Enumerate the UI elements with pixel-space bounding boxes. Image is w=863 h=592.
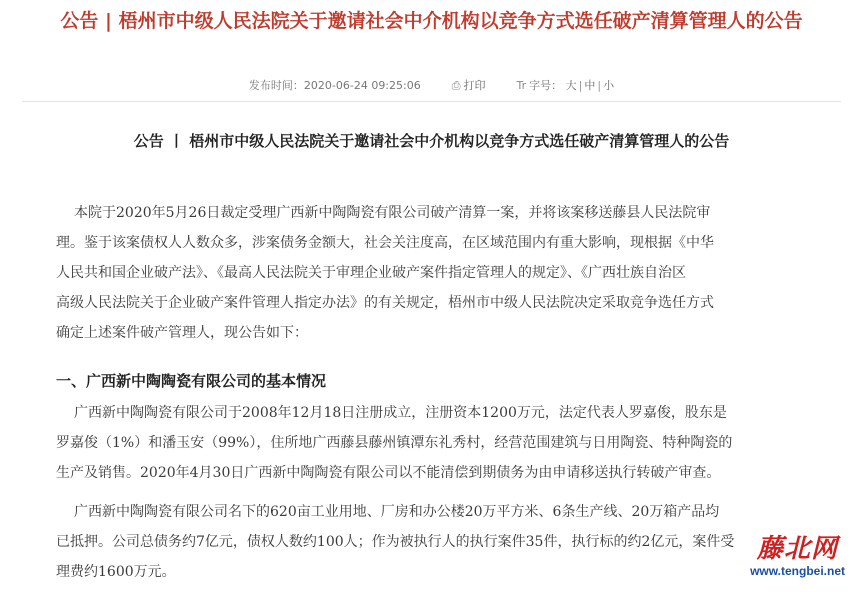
print-button[interactable]	[452, 79, 489, 92]
font-size-large-link[interactable]: 大	[565, 79, 577, 92]
text-line: 高级人民法院关于企业破产案件管理人指定办法》的有关规定，梧州市中级人民法院决定采取竞争选任方式	[56, 295, 714, 311]
published-time: 2020-06-24 09:25:06	[303, 79, 421, 92]
paragraph-intro	[56, 198, 846, 348]
font-size-medium-link[interactable]: 中	[584, 79, 596, 92]
site-watermark	[750, 534, 845, 578]
divider: |	[597, 79, 602, 92]
text-line: 罗嘉俊（1%）和潘玉安（99%），住所地广西藤县藤州镇潭东礼秀村，经营范围建筑与日用陶瓷、特种陶瓷的	[56, 435, 733, 451]
section-heading: 一、广西新中陶陶瓷有限公司的基本情况	[56, 372, 327, 390]
printer-icon: ⎙	[451, 79, 461, 92]
print-label: 打印	[463, 79, 486, 92]
text-line: 广西新中陶陶瓷有限公司名下的620亩工业用地、厂房和办公楼20万平方米、6条生产线、20万箱产品均	[74, 504, 720, 520]
article-subtitle: 公告 丨 梧州市中级人民法院关于邀请社会中介机构以竞争方式选任破产清算管理人的公告	[133, 132, 730, 150]
text-line: 理。鉴于该案债权人人数众多，涉案债务金额大，社会关注度高，在区域范围内有重大影响，现根据《中华	[56, 235, 714, 251]
text-line: 确定上述案件破产管理人，现公告如下：	[56, 325, 308, 341]
divider: |	[578, 79, 583, 92]
article-meta-bar	[0, 77, 863, 93]
font-size-label: 字号：	[529, 79, 563, 92]
font-size-icon: Tr	[516, 79, 527, 92]
header-divider	[22, 101, 841, 102]
font-size-small-link[interactable]: 小	[603, 79, 615, 92]
text-line: 本院于2020年5月26日裁定受理广西新中陶陶瓷有限公司破产清算一案，并将该案移送藤县人民法院审	[74, 205, 711, 221]
text-line: 已抵押。公司总债务约7亿元，债权人数约100人；作为被执行人的执行案件35件，执行标的约2亿元，案件受	[56, 534, 735, 550]
paragraph-company-info	[56, 398, 846, 488]
published-label: 发布时间：	[248, 79, 304, 92]
watermark-url: www.tengbei.net	[750, 564, 845, 578]
text-line: 广西新中陶陶瓷有限公司于2008年12月18日注册成立，注册资本1200万元，法定代表人罗嘉俊，股东是	[74, 405, 727, 421]
paragraph-assets-debts	[56, 497, 846, 587]
text-line: 人民共和国企业破产法》、《最高人民法院关于审理企业破产案件指定管理人的规定》、《广西壮族自治区	[56, 265, 686, 281]
text-line: 生产及销售。2020年4月30日广西新中陶陶瓷有限公司以不能清偿到期债务为由申请移送执行转破产审查。	[56, 465, 721, 481]
article-title: 公告 | 梧州市中级人民法院关于邀请社会中介机构以竞争方式选任破产清算管理人的公告	[60, 10, 803, 32]
watermark-logo: 藤北网	[757, 534, 839, 564]
text-line: 理费约1600万元。	[56, 564, 176, 580]
